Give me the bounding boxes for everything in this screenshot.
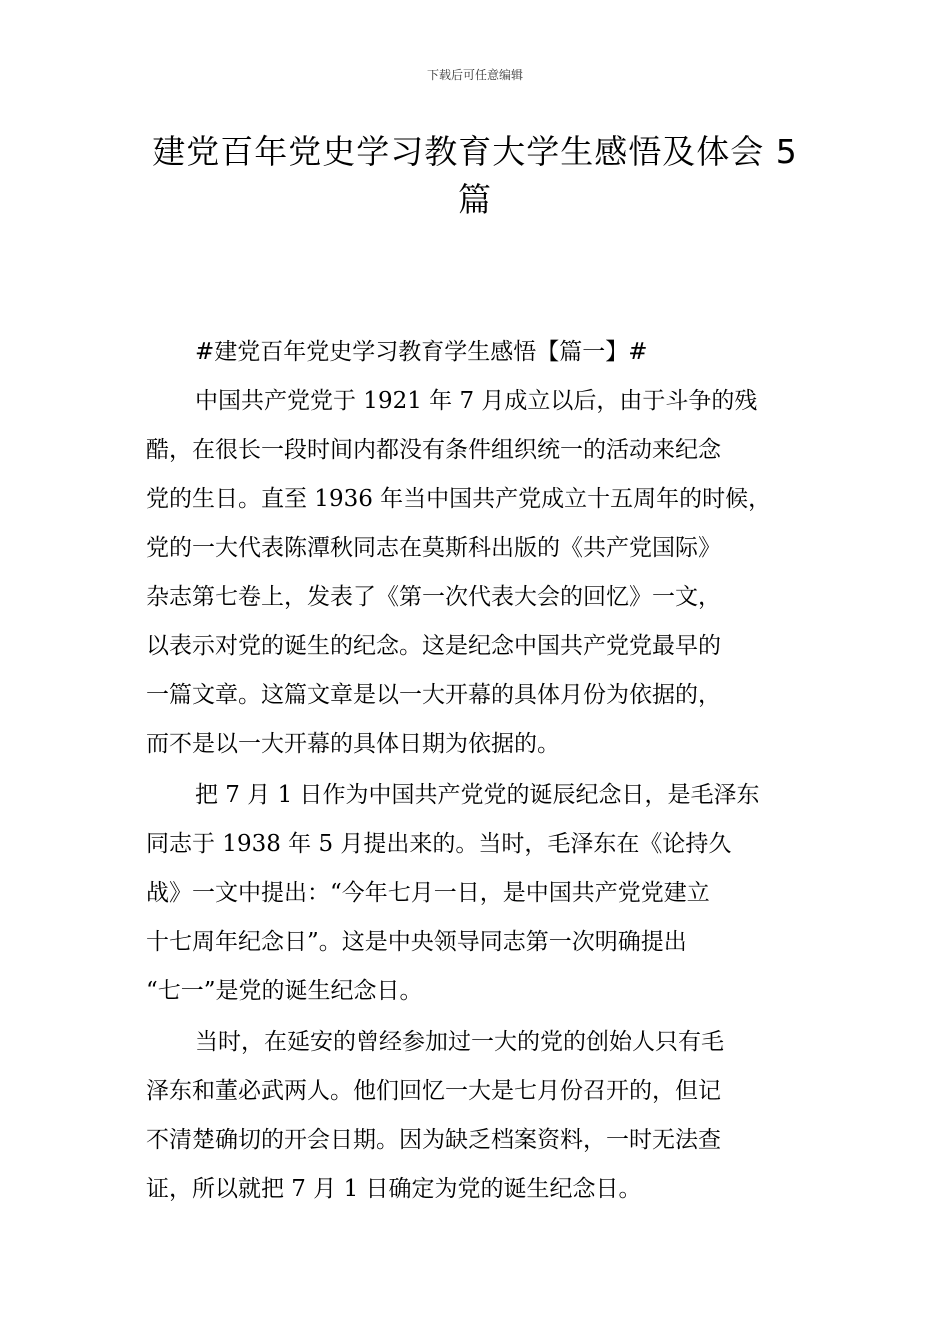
paragraph-1 <box>146 377 812 769</box>
paragraph-line: 党的一大代表陈潭秋同志在莫斯科出版的《共产党国际》 <box>146 535 721 561</box>
title-line-2: 篇 <box>458 180 492 219</box>
paragraph-line: 证，所以就把 7 月 1 日确定为党的诞生纪念日。 <box>146 1176 642 1202</box>
paragraph-line: 把 7 月 1 日作为中国共产党党的诞辰纪念日，是毛泽东 <box>195 782 760 808</box>
paragraph-line: 当时，在延安的曾经参加过一大的党的创始人只有毛 <box>195 1029 724 1055</box>
paragraph-3 <box>146 1018 812 1214</box>
paragraph-line: 酷，在很长一段时间内都没有条件组织统一的活动来纪念 <box>146 437 721 463</box>
paragraph-line: 一篇文章。这篇文章是以一大开幕的具体月份为依据的， <box>146 682 721 708</box>
paragraph-line: 而不是以一大开幕的具体日期为依据的。 <box>146 731 560 757</box>
title-line-1: 建党百年党史学习教育大学生感悟及体会 5 <box>152 132 798 171</box>
document-body <box>146 328 812 1214</box>
paragraph-line: 不清楚确切的开会日期。因为缺乏档案资料，一时无法查 <box>146 1127 721 1153</box>
paragraph-line: 同志于 1938 年 5 月提出来的。当时，毛泽东在《论持久 <box>146 831 732 857</box>
paragraph-line: 十七周年纪念日”。这是中央领导同志第一次明确提出 <box>146 929 687 955</box>
paragraph-line: “七一”是党的诞生纪念日。 <box>146 978 423 1004</box>
paragraph-line: 战》一文中提出：“今年七月一日，是中国共产党党建立 <box>146 880 710 906</box>
paragraph-line: 泽东和董必武两人。他们回忆一大是七月份召开的，但记 <box>146 1078 721 1104</box>
paragraph-line: 以表示对党的诞生的纪念。这是纪念中国共产党党最早的 <box>146 633 721 659</box>
section-heading: #建党百年党史学习教育学生感悟【篇一】# <box>195 339 648 365</box>
paragraph-line: 中国共产党党于 1921 年 7 月成立以后，由于斗争的残 <box>195 388 758 414</box>
paragraph-line: 党的生日。直至 1936 年当中国共产党成立十五周年的时候， <box>146 486 772 512</box>
document-title <box>110 128 840 224</box>
paragraph-2 <box>146 771 812 1016</box>
paragraph-line: 杂志第七卷上，发表了《第一次代表大会的回忆》一文， <box>146 584 721 610</box>
header-note: 下载后可任意编辑 <box>426 68 523 82</box>
